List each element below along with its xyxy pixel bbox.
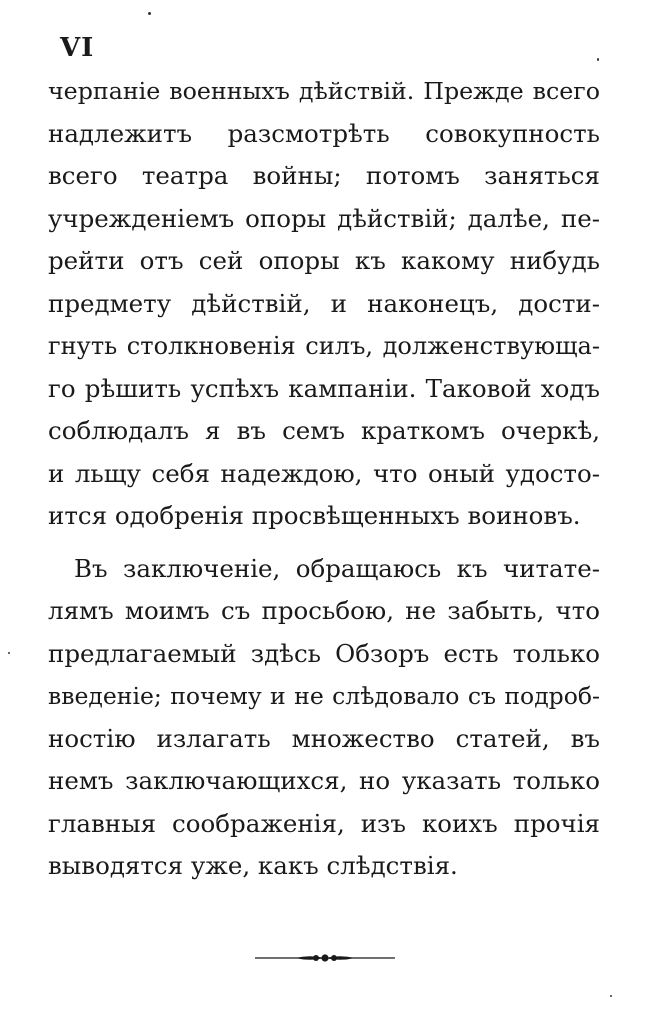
paper-speck	[8, 652, 10, 654]
text-line: учрежденіемъ опоры дѣйствій; далѣе, пе-	[48, 203, 600, 233]
text-line: рейти отъ сей опоры къ какому нибудь	[48, 246, 600, 275]
text-line: черпаніе военныхъ дѣйствій. Прежде всего	[48, 77, 600, 105]
text-line: соблюдалъ я въ семъ краткомъ очеркѣ,	[48, 416, 600, 445]
paragraph-2	[48, 548, 600, 888]
tailpiece-ornament-icon	[255, 952, 395, 964]
text-line: немъ заключающихся, но указать только	[48, 766, 600, 795]
text-line: предлагаемый здѣсь Обзоръ есть только	[48, 638, 600, 668]
paragraph-1	[48, 70, 600, 538]
paper-speck	[597, 58, 599, 61]
text-line: ится одобренія просвѣщенныхъ воиновъ.	[48, 501, 581, 530]
paragraph-spacer	[48, 538, 600, 548]
text-line: лямъ моимъ съ просьбою, не забыть, что	[48, 596, 600, 625]
text-line: всего театра войны; потомъ заняться	[48, 161, 600, 190]
text-line: ностію излагать множество статей, въ	[48, 723, 600, 753]
text-line: и льщу себя надеждою, что оный удосто-	[48, 458, 600, 488]
text-line: гнуть столкновенія силъ, долженствующа-	[48, 332, 600, 360]
text-line: выводятся уже, какъ слѣдствія.	[48, 851, 458, 880]
text-line: го рѣшить успѣхъ кампаніи. Таковой ходъ	[48, 373, 600, 403]
body-text	[48, 70, 600, 888]
paper-speck	[610, 995, 612, 997]
text-line: введеніе; почему и не слѣдовало съ подроб-	[48, 682, 600, 710]
paper-speck	[148, 12, 151, 15]
page-number: VI	[60, 33, 95, 63]
text-line: главныя соображенія, изъ коихъ прочія	[48, 808, 600, 838]
text-line: надлежитъ разсмотрѣть совокупность	[48, 118, 600, 148]
text-line: предмету дѣйствій, и наконецъ, дости-	[48, 288, 600, 318]
text-line: Въ заключеніе, обращаюсь къ читате-	[74, 553, 600, 583]
